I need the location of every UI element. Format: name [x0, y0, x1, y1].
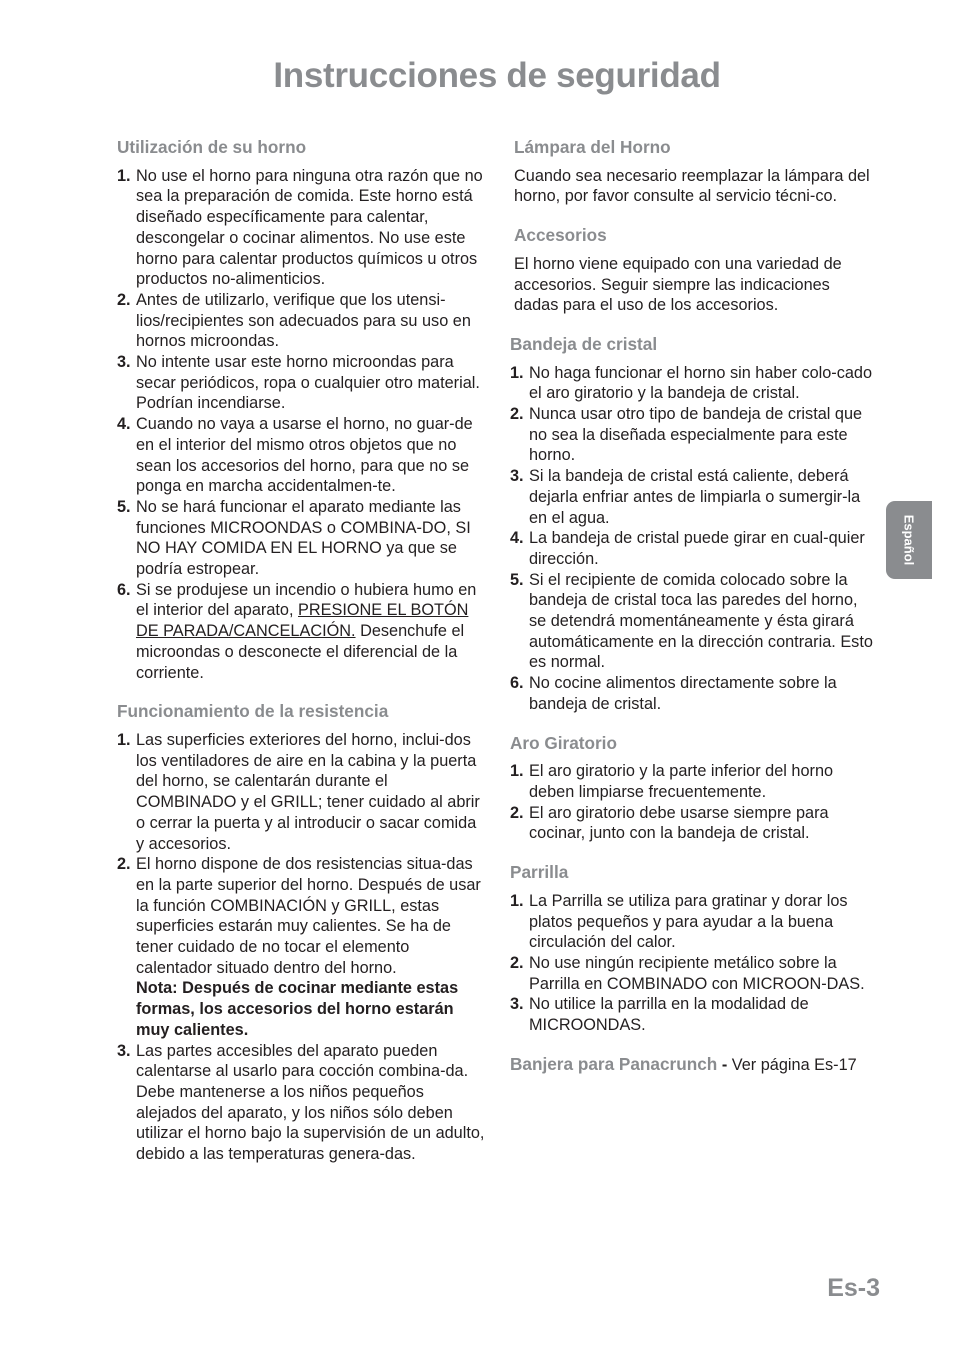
section-heating-element: [117, 701, 485, 1164]
right-column: [510, 134, 878, 1093]
list-item: 2. El aro giratorio debe usarse siempre para cocinar, junto con la bandeja de cristal.: [510, 803, 829, 843]
language-tab-label: Español: [901, 514, 917, 566]
page-title: Instrucciones de seguridad: [273, 56, 721, 95]
list-item: 6. No cocine alimentos directamente sobre la bandeja de cristal.: [510, 674, 837, 713]
grill-rack-list: [510, 891, 878, 1036]
section-roller-ring: [510, 733, 878, 845]
left-column: [117, 134, 485, 1183]
section-heading: Banjera para Panacrunch - Ver página Es-17: [510, 1053, 857, 1074]
list-item: 2. Nunca usar otro tipo de bandeja de cristal que no sea la diseñada especialmente para este horno.: [510, 405, 863, 465]
list-item: 2. Antes de utilizarlo, verifique que los utensi-lios/recipientes son adecuados para su uso en hornos microondas.: [117, 290, 471, 351]
stop-cancel-instruction: PRESIONE EL BOTÓN DE PARADA/CANCELACIÓN.: [136, 601, 469, 641]
section-heading: Bandeja de cristal: [510, 333, 658, 354]
list-item: 2. No use ningún recipiente metálico sobre la Parrilla en COMBINADO con MICROON-DAS.: [510, 953, 865, 993]
section-heading: Funcionamiento de la resistencia: [117, 701, 389, 722]
section-oven-lamp: [510, 137, 878, 207]
section-heading: Utilización de su horno: [117, 137, 307, 157]
list-item: 3. Las partes accesibles del aparato pueden calentarse al usarlo para cocción combina-da. Debe mantenerse a los niños pequeños alejados del aparato, y los niños sólo deben utilizar el horno bajo la supervisión de un adulto, debido a las temperaturas genera-das.: [117, 1041, 485, 1164]
roller-ring-list: [510, 761, 878, 844]
hot-accessories-note: Nota: Después de cocinar mediante estas formas, los accesorios del horno estarán muy calientes.: [136, 979, 459, 1039]
language-tab: [886, 501, 932, 579]
list-item: 3. No intente usar este horno microondas para secar periódicos, ropa o cualquier otro material. Podrían incendiarse.: [117, 353, 480, 413]
heating-element-list: [117, 730, 485, 1165]
paragraph: Cuando sea necesario reemplazar la lámpara del horno, por favor consulte al servicio técni-co.: [514, 166, 870, 206]
section-panacrunch: [510, 1054, 878, 1076]
list-item: 1. La Parrilla se utiliza para gratinar y dorar los platos pequeños y para ayudar a la buena circulación del calor.: [510, 891, 848, 952]
section-heading: Lámpara del Horno: [514, 137, 671, 157]
page-number: Es-3: [827, 1274, 880, 1302]
list-item: 3. Si la bandeja de cristal está caliente, deberá dejarla enfriar antes de limpiarla o sumergir-la en el agua.: [510, 467, 861, 527]
list-item: 4. Cuando no vaya a usarse el horno, no guar-de en el interior del mismo otros objetos que no sean los accesorios del horno, para que no se ponga en marcha accidentalmen-te.: [117, 415, 473, 496]
section-heading: Parrilla: [510, 862, 569, 883]
list-item: 4. La bandeja de cristal puede girar en cual-quier dirección.: [510, 529, 865, 568]
list-item: 5. No se hará funcionar el aparato mediante las funciones MICROONDAS o COMBINA-DO, SI NO HAY COMIDA EN EL HORNO ya que se podría estropear.: [117, 497, 471, 579]
glass-tray-list: [510, 363, 878, 715]
section-oven-use: [117, 137, 485, 683]
section-glass-tray: [510, 334, 878, 715]
list-item: 1. No haga funcionar el horno sin haber colo-cado el aro giratorio y la bandeja de cristal.: [510, 363, 873, 403]
list-item: 3. No utilice la parrilla en la modalidad de MICROONDAS.: [510, 995, 809, 1035]
paragraph: El horno viene equipado con una variedad de accesorios. Seguir siempre las indicaciones dadas para el uso de los accesorios.: [514, 254, 842, 315]
list-item: 1. Las superficies exteriores del horno, inclui-dos los ventiladores de aire en la cabina y la puerta del horno, se calentarán durante el COMBINADO y el GRILL; tener cuidado al abrir o cerrar la puerta y al introducir o sacar comida y accesorios.: [117, 730, 480, 853]
oven-use-list: [117, 166, 485, 684]
list-item: 1. El aro giratorio y la parte inferior del horno deben limpiarse frecuentemente.: [510, 762, 834, 801]
section-heading: Accesorios: [514, 225, 607, 246]
list-item: 2. El horno dispone de dos resistencias situa-das en la parte superior del horno. Después de usar la función COMBINACIÓN y GRILL, estas superficies estarán muy calientes. Se ha de tener cuidado de no tocar el elemento calentador situado dentro del horno. Nota: Después de cocinar mediante estas formas, los accesorios del horno estarán muy calientes.: [117, 855, 481, 1039]
page-reference: Ver página Es-17: [731, 1055, 857, 1074]
list-item: 5. Si el recipiente de comida colocado sobre la bandeja de cristal toca las paredes del horno, se detendrá momentáneamente y ésta girará automáticamente en la dirección contraria. Esto es normal.: [510, 570, 873, 672]
list-item: 1. No use el horno para ninguna otra razón que no sea la preparación de comida. Este horno está diseñado específicamente para calentar, descongelar o cocinar alimentos. No use este horno para calentar productos químicos u otros productos no-alimenticios.: [117, 166, 483, 289]
section-accessories: [510, 225, 878, 316]
section-grill-rack: [510, 862, 878, 1036]
section-heading: Aro Giratorio: [510, 732, 617, 753]
list-item: 6. Si se produjese un incendio o hubiera humo en el interior del aparato, PRESIONE EL BOTÓN DE PARADA/CANCELACIÓN. Desenchufe el microondas o desconecte el diferencial de la corriente.: [117, 580, 477, 682]
